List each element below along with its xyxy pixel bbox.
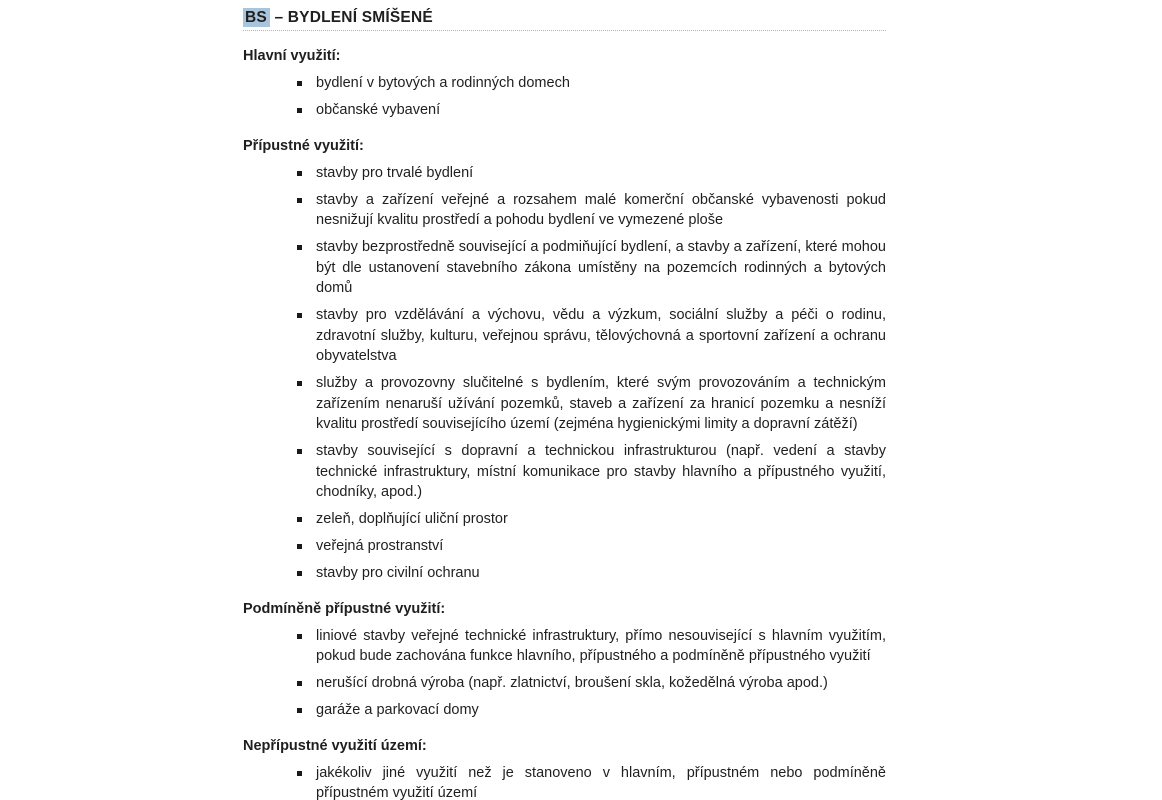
- bullet-square-icon: [297, 708, 302, 713]
- bullet-square-icon: [297, 81, 302, 86]
- list-item: [243, 237, 886, 299]
- list-item-text: zeleň, doplňující uliční prostor: [316, 511, 508, 527]
- list-item-text: garáže a parkovací domy: [316, 702, 479, 718]
- list-item: [243, 163, 886, 184]
- list-item-text: stavby bezprostředně související a podmiňující bydlení, a stavby a zařízení, které mohou být dle ustanovení stavebního zákona umístěny na pozemcích rodinných a bytových domů: [316, 239, 886, 296]
- page-title: [243, 8, 886, 31]
- section-heading-impermissible-use: Nepřípustné využití území:: [243, 737, 427, 754]
- list-item-text: nerušící drobná výroba (např. zlatnictví, broušení skla, kožedělná výroba apod.): [316, 675, 828, 691]
- list-item-text: stavby a zařízení veřejné a rozsahem malé komerční občanské vybavenosti pokud nesnižují kvalitu prostředí a pohodu bydlení ve vymezené ploše: [316, 191, 886, 228]
- bullet-square-icon: [297, 634, 302, 639]
- document-content: [243, 8, 886, 800]
- list-item-text: bydlení v bytových a rodinných domech: [316, 75, 570, 91]
- section-heading-permissible-use: Přípustné využití:: [243, 137, 364, 154]
- bullet-square-icon: [297, 544, 302, 549]
- list-item: [243, 673, 886, 694]
- list-item: [243, 700, 886, 721]
- list-item: [243, 441, 886, 503]
- list-item: [243, 73, 886, 94]
- list-item-text: stavby související s dopravní a technickou infrastrukturou (např. vedení a stavby technické infrastruktury, místní komunikace pro stavby hlavního a přípustného využití, chodníky, apod.): [316, 443, 886, 500]
- list-item-text: liniové stavby veřejné technické infrastruktury, přímo nesouvisející s hlavním využitím, pokud bude zachována funkce hlavního, přípustného a podmíněně přípustného využití: [316, 627, 886, 664]
- list-item: [243, 190, 886, 231]
- list-item: [243, 305, 886, 367]
- list-item: [243, 536, 886, 557]
- bullet-square-icon: [297, 681, 302, 686]
- bullet-square-icon: [297, 381, 302, 386]
- bullet-square-icon: [297, 771, 302, 776]
- list-item-text: veřejná prostranství: [316, 538, 444, 554]
- section-heading-conditionally-permissible-use: Podmíněně přípustné využití:: [243, 600, 446, 617]
- list-item-text: stavby pro civilní ochranu: [316, 565, 480, 581]
- list-item-text: služby a provozovny slučitelné s bydlením, které svým provozováním a technickým zařízením nenaruší užívání pozemků, staveb a zařízení za hranicí pozemku a nesníží kvalitu prostředí souvisejícího území (zejména hygienickými limity a dopravní zátěží): [316, 375, 886, 432]
- list-item: [243, 763, 886, 800]
- list-item-text: stavby pro vzdělávání a výchovu, vědu a výzkum, sociální služby a péči o rodinu, zdravotní služby, kulturu, veřejnou správu, tělovýchovná a sportovní zařízení a ochranu obyvatelstva: [316, 307, 886, 364]
- list-item: [243, 509, 886, 530]
- section-heading-main-use: Hlavní využití:: [243, 48, 341, 64]
- list-item: [243, 626, 886, 667]
- list-item: [243, 100, 886, 121]
- bullet-square-icon: [297, 245, 302, 250]
- list-item-text: občanské vybavení: [316, 102, 441, 118]
- list-item-text: jakékoliv jiné využití než je stanoveno v hlavním, přípustném nebo podmíněně přípustném využití území: [316, 764, 886, 800]
- list-item-text: stavby pro trvalé bydlení: [316, 164, 474, 181]
- zone-title-text: – BYDLENÍ SMÍŠENÉ: [274, 9, 433, 26]
- list-item: [243, 373, 886, 435]
- zone-code-highlight: BS: [243, 8, 270, 27]
- bullet-square-icon: [297, 108, 302, 113]
- bullet-square-icon: [297, 571, 302, 576]
- list-item: [243, 563, 886, 584]
- bullet-square-icon: [297, 449, 302, 454]
- bullet-square-icon: [297, 198, 302, 203]
- bullet-square-icon: [297, 313, 302, 318]
- bullet-square-icon: [297, 517, 302, 522]
- bullet-square-icon: [297, 171, 302, 176]
